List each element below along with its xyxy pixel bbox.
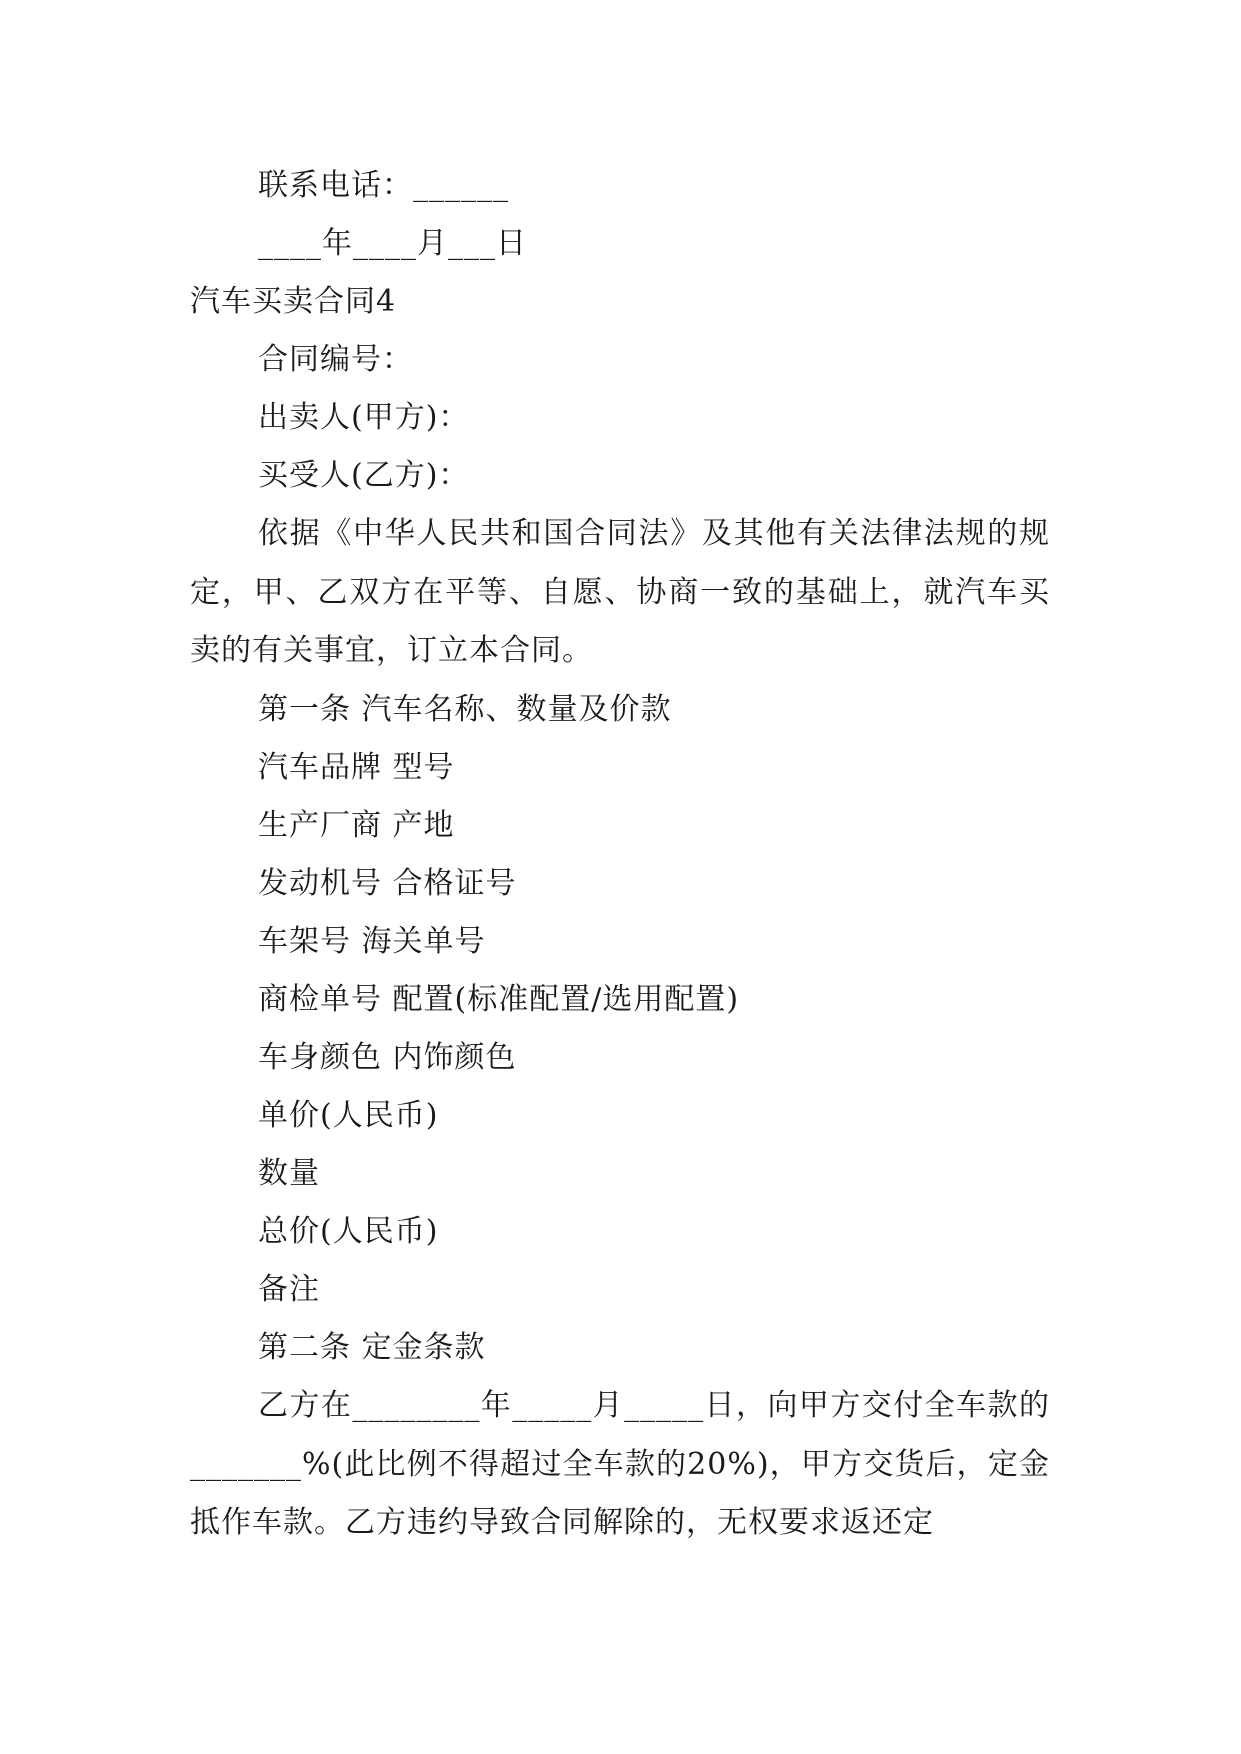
inspection-config-line: 商检单号 配置(标准配置/选用配置)	[258, 982, 740, 1017]
preamble-paragraph: 依据《中华人民共和国合同法》及其他有关法律法规的规定，甲、乙双方在平等、自愿、协商一致的基础上，就汽车买卖的有关事宜，订立本合同。	[190, 516, 1050, 668]
brand-model-line: 汽车品牌 型号	[258, 750, 455, 785]
remarks-line: 备注	[258, 1272, 320, 1307]
article-two-heading: 第二条 定金条款	[258, 1330, 486, 1365]
deposit-paragraph: 乙方在________年_____月_____日，向甲方交付全车款的_______%(此比例不得超过全车款的20%)，甲方交货后，定金抵作车款。乙方违约导致合同解除的，无权要求返还定	[190, 1388, 1050, 1540]
engine-certificate-line: 发动机号 合格证号	[258, 866, 517, 901]
unit-price-line: 单价(人民币)	[258, 1098, 439, 1133]
color-line: 车身颜色 内饰颜色	[258, 1040, 517, 1075]
buyer-line: 买受人(乙方)：	[258, 458, 470, 493]
contract-number-line: 合同编号：	[258, 342, 413, 377]
contact-phone-line: 联系电话：______	[258, 168, 509, 203]
seller-line: 出卖人(甲方)：	[258, 400, 470, 435]
total-price-line: 总价(人民币)	[258, 1214, 439, 1249]
manufacturer-origin-line: 生产厂商 产地	[258, 808, 455, 843]
contract-title: 汽车买卖合同4	[190, 284, 397, 319]
frame-customs-line: 车架号 海关单号	[258, 924, 486, 959]
date-line: ____年____月___日	[258, 226, 527, 261]
article-one-heading: 第一条 汽车名称、数量及价款	[258, 692, 672, 727]
quantity-line: 数量	[258, 1156, 320, 1191]
